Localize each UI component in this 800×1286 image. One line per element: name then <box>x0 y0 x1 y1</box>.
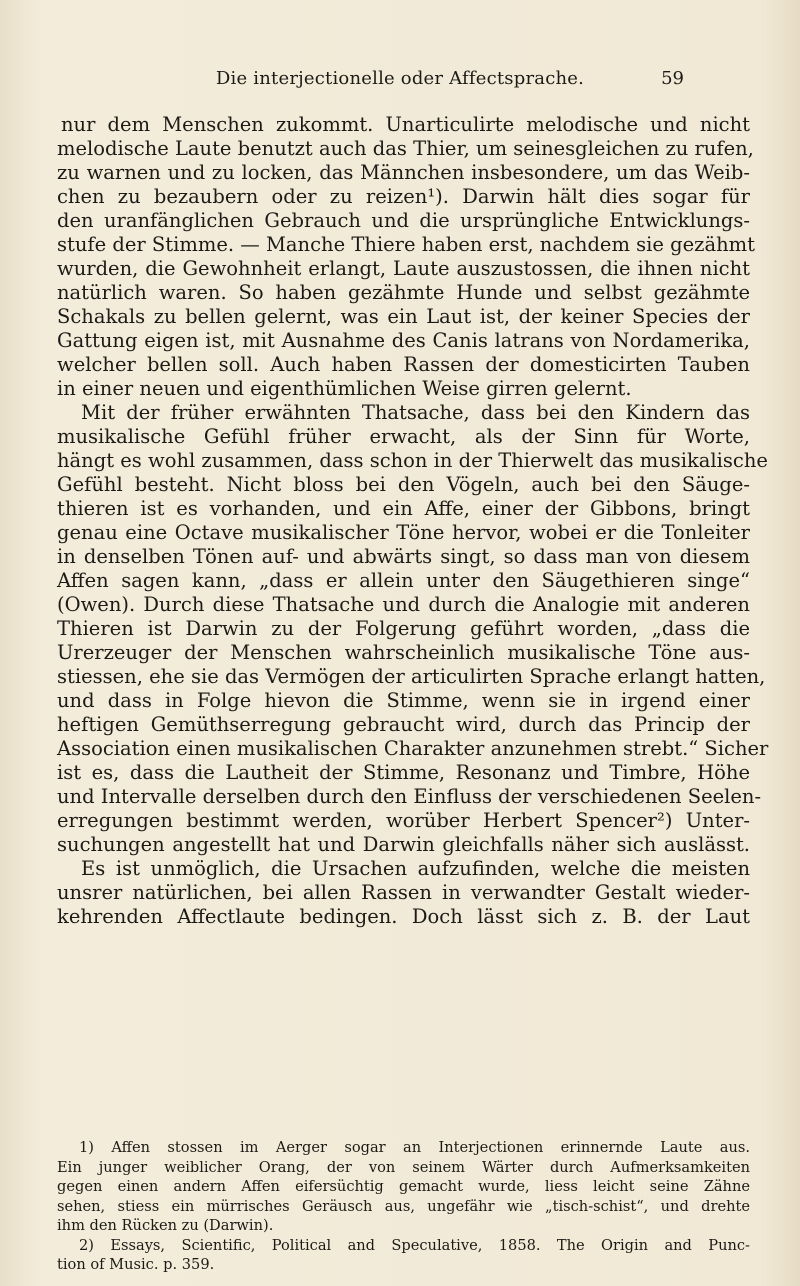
footnote-line: Ein junger weiblicher Orang, der von seinem Wärter durch Aufmerksamkeiten <box>57 1158 750 1176</box>
text-line: Urerzeuger der Menschen wahrscheinlich musikalische Töne aus- <box>57 641 750 664</box>
page-number: 59 <box>661 68 684 89</box>
text-line: zu warnen und zu locken, das Männchen insbesondere, um das Weib- <box>57 161 750 184</box>
text-line: welcher bellen soll. Auch haben Rassen der domesticirten Tauben <box>57 353 750 376</box>
footnote-line: 2) Essays, Scientific, Political and Speculative, 1858. The Origin and Punc- <box>79 1236 750 1254</box>
running-head <box>0 68 800 94</box>
text-line: und dass in Folge hievon die Stimme, wenn sie in irgend einer <box>57 689 750 712</box>
text-line: heftigen Gemüthserregung gebraucht wird, durch das Princip der <box>57 713 750 736</box>
text-line: thieren ist es vorhanden, und ein Affe, einer der Gibbons, bringt <box>57 497 750 520</box>
text-line: Association einen musikalischen Charakter anzunehmen strebt.“ Sicher <box>57 737 769 760</box>
text-line: chen zu bezaubern oder zu reizen¹). Darwin hält dies sogar für <box>57 185 750 208</box>
text-line: nur dem Menschen zukommt. Unarticulirte melodische und nicht <box>61 113 750 136</box>
footnote-line: gegen einen andern Affen eifersüchtig gemacht wurde, liess leicht seine Zähne <box>57 1178 750 1195</box>
text-line: den uranfänglichen Gebrauch und die ursprüngliche Entwicklungs- <box>57 209 750 232</box>
text-line: Affen sagen kann, „dass er allein unter den Säugethieren singe“ <box>57 569 750 592</box>
footnote-line: 1) Affen stossen im Aerger sogar an Interjectionen erinnernde Laute aus. <box>79 1139 750 1156</box>
footnote-line: sehen, stiess ein mürrisches Geräusch aus, ungefähr wie „tisch-schist“, und drehte <box>57 1197 750 1215</box>
text-line: musikalische Gefühl früher erwacht, als der Sinn für Worte, <box>57 425 750 448</box>
text-line: genau eine Octave musikalischer Töne hervor, wobei er die Tonleiter <box>57 521 750 544</box>
text-line: und Intervalle derselben durch den Einfluss der verschiedenen Seelen- <box>57 785 762 808</box>
text-line: Gattung eigen ist, mit Ausnahme des Canis latrans von Nordamerika, <box>57 329 750 352</box>
text-line: kehrenden Affectlaute bedingen. Doch lässt sich z. B. der Laut <box>57 905 750 928</box>
text-line: wurden, die Gewohnheit erlangt, Laute auszustossen, die ihnen nicht <box>57 257 750 280</box>
text-line: suchungen angestellt hat und Darwin gleichfalls näher sich auslässt. <box>57 833 750 856</box>
text-line: natürlich waren. So haben gezähmte Hunde und selbst gezähmte <box>57 281 750 304</box>
text-line: in denselben Tönen auf- und abwärts singt, so dass man von diesem <box>57 545 750 568</box>
text-line: unsrer natürlichen, bei allen Rassen in verwandter Gestalt wieder- <box>57 881 750 904</box>
text-line: Thieren ist Darwin zu der Folgerung geführt worden, „dass die <box>57 617 750 640</box>
text-line: ist es, dass die Lautheit der Stimme, Resonanz und Timbre, Höhe <box>57 761 750 784</box>
text-line: in einer neuen und eigenthümlichen Weise girren gelernt. <box>57 377 632 400</box>
body-text <box>57 113 769 929</box>
running-title: Die interjectionelle oder Affectsprache. <box>215 68 585 89</box>
text-line: Schakals zu bellen gelernt, was ein Laut ist, der keiner Species der <box>57 305 750 328</box>
text-line: stufe der Stimme. — Manche Thiere haben erst, nachdem sie gezähmt <box>57 233 755 256</box>
footnote-line: ihm den Rücken zu (Darwin). <box>57 1217 274 1234</box>
text-line: stiessen, ehe sie das Vermögen der articulirten Sprache erlangt hatten, <box>57 665 766 688</box>
text-line: Gefühl besteht. Nicht bloss bei den Vögeln, auch bei den Säuge- <box>57 473 750 496</box>
text-line: Es ist unmöglich, die Ursachen aufzufinden, welche die meisten <box>81 857 750 880</box>
text-line: (Owen). Durch diese Thatsache und durch die Analogie mit anderen <box>57 593 750 616</box>
footnote-line: tion of Music. p. 359. <box>57 1256 215 1273</box>
text-line: Mit der früher erwähnten Thatsache, dass bei den Kindern das <box>81 401 750 424</box>
text-line: erregungen bestimmt werden, worüber Herbert Spencer²) Unter- <box>57 809 750 832</box>
text-line: hängt es wohl zusammen, dass schon in der Thierwelt das musikalische <box>57 449 768 472</box>
footnotes <box>57 1138 750 1275</box>
text-line: melodische Laute benutzt auch das Thier, um seinesgleichen zu rufen, <box>57 137 754 160</box>
